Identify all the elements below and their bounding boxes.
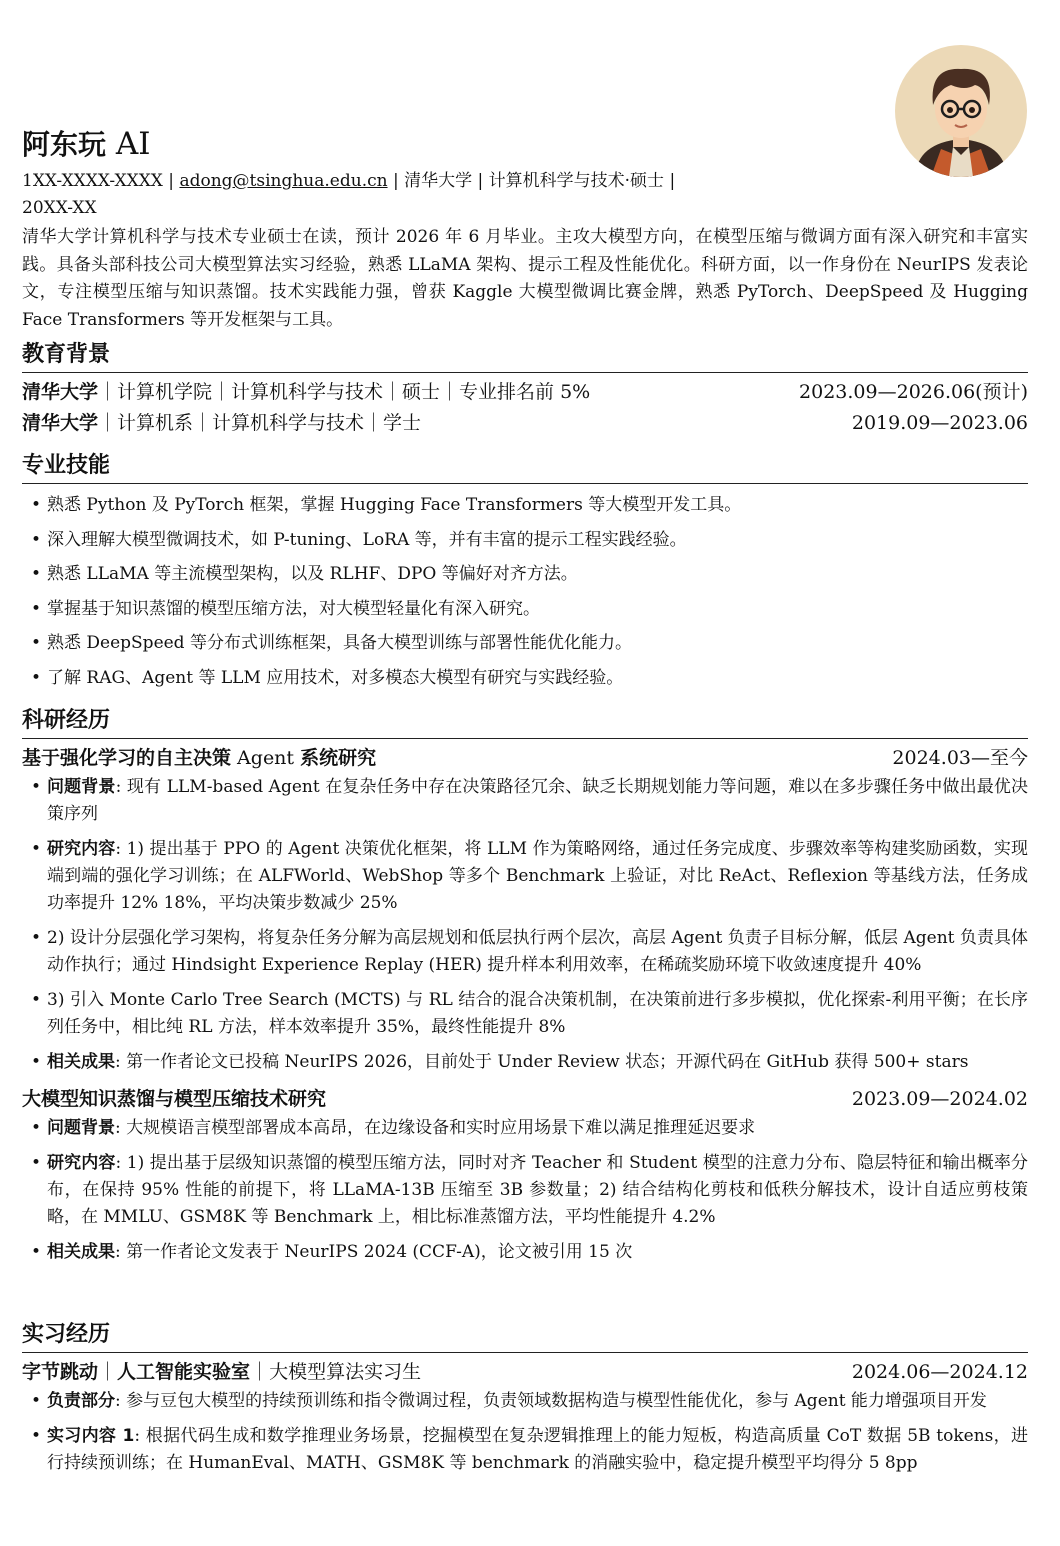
summary: 清华大学计算机科学与技术专业硕士在读，预计 2026 年 6 月毕业。主攻大模型方向，在模型压缩与微调方面有深入研究和丰富实践。具备头部科技公司大模型算法实习经验，熟悉 LLaMA 架构、提示工程及性能优化。科研方面，以一作身份在 NeurIPS 发表论文，专注模型压缩与知识蒸馏。技术实践能力强，曾获 Kaggle 大模型微调比赛金牌，熟悉 PyTorch、DeepSpeed 及 Hugging Face Transformers 等开发框架与工具。 [22,227,1028,330]
name-english: AI [115,126,151,162]
internship-date: 2024.06—2024.12 [851,1361,1028,1383]
education-entry: 清华大学｜计算机系｜计算机科学与技术｜学士 2019.09—2023.06 [22,408,1028,439]
project-title: 大模型知识蒸馏与模型压缩技术研究 [22,1088,327,1110]
project-date: 2023.09—2024.02 [851,1088,1028,1110]
role: 大模型算法实习生 [269,1361,422,1383]
education-section [22,340,1028,439]
education-entry: 清华大学｜计算机学院｜计算机科学与技术｜硕士｜专业排名前 5% 2023.09—2026.06(预计) [22,377,1028,408]
list-item: • 3) 引入 Monte Carlo Tree Search (MCTS) 与 RL 结合的混合决策机制，在决策前进行多步模拟，优化探索-利用平衡；在长序列任务中，相比纯 RL 方法，样本效率提升 35%，最终性能提升 8% [22,987,1028,1041]
list-item: • 研究内容: 1) 提出基于 PPO 的 Agent 决策优化框架，将 LLM 作为策略网络，通过任务完成度、步骤效率等构建奖励函数，实现端到端的强化学习训练；在 ALFWorld、WebShop 等多个 Benchmark 上验证，对比 ReAct、Reflexion 等基线方法，任务成功率提升 12% 18%，平均决策步数减少 25% [22,836,1028,917]
internship-details [22,1388,1028,1477]
project-header [22,1084,1028,1115]
list-item: • 相关成果: 第一作者论文发表于 NeurIPS 2024 (CCF-A)，论文被引用 15 次 [22,1239,1028,1266]
degree: 计算机科学与技术·硕士 [488,171,665,191]
list-item: • 问题背景: 大规模语言模型部署成本高昂，在边缘设备和实时应用场景下难以满足推理延迟要求 [22,1115,1028,1142]
avatar-illustration [895,45,1027,177]
section-title: 科研经历 [22,706,1028,739]
edu-school: 清华大学 [22,412,99,434]
project-date: 2024.03—至今 [892,747,1028,769]
email-link[interactable]: adong@tsinghua.edu.cn [179,171,388,191]
lab: 人工智能实验室 [117,1361,251,1383]
avatar [895,45,1027,177]
school: 清华大学 [404,171,473,191]
internship-header: 字节跳动｜人工智能实验室｜大模型算法实习生 2024.06—2024.12 [22,1357,1028,1388]
project-header: 基于强化学习的自主决策 Agent 系统研究 2024.03—至今 [22,743,1028,774]
skill-item: • 熟悉 DeepSpeed 等分布式训练框架，具备大模型训练与部署性能优化能力。 [22,626,1028,661]
edu-school: 清华大学 [22,381,99,403]
company: 字节跳动 [22,1361,99,1383]
section-title: 专业技能 [22,451,1028,484]
edu-detail: 计算机学院｜计算机科学与技术｜硕士｜专业排名前 5% [117,381,591,403]
section-title: 教育背景 [22,340,1028,373]
contact-info: 1XX-XXXX-XXXX | adong@tsinghua.edu.cn | 清华大学 | 计算机科学与技术·硕士 | 20XX-XX [22,171,676,218]
date: 20XX-XX [22,198,97,218]
section-title: 实习经历 [22,1320,1028,1353]
list-item: • 研究内容: 1) 提出基于层级知识蒸馏的模型压缩方法，同时对齐 Teacher 和 Student 模型的注意力分布、隐层特征和输出概率分布，在保持 95% 性能的前提下，将 LLaMA-13B 压缩至 3B 参数量；2) 结合结构化剪枝和低秩分解技术，设计自适应剪枝策略，在 MMLU、GSM8K 等 Benchmark 上，相比标准蒸馏方法，平均性能提升 4.2% [22,1150,1028,1231]
skills-section [22,451,1028,695]
skill-item: • 深入理解大模型微调技术，如 P-tuning、LoRA 等，并有丰富的提示工程实践经验。 [22,523,1028,558]
edu-date: 2023.09—2026.06(预计) [799,381,1028,403]
list-item: • 问题背景: 现有 LLM-based Agent 在复杂任务中存在决策路径冗余、缺乏长期规划能力等问题，难以在多步骤任务中做出最优决策序列 [22,774,1028,828]
internship-section [22,1320,1028,1485]
skills-list [22,488,1028,695]
list-item: • 相关成果: 第一作者论文已投稿 NeurIPS 2026，目前处于 Under Review 状态；开源代码在 GitHub 获得 500+ stars [22,1049,1028,1076]
skill-item: • 熟悉 Python 及 PyTorch 框架，掌握 Hugging Face Transformers 等大模型开发工具。 [22,488,1028,523]
project-title: 基于强化学习的自主决策 [22,747,232,769]
project-details [22,1115,1028,1266]
list-item: • 负责部分: 参与豆包大模型的持续预训练和指令微调过程，负责领域数据构造与模型性能优化，参与 Agent 能力增强项目开发 [22,1388,1028,1415]
project-details [22,774,1028,1076]
skill-item: • 熟悉 LLaMA 等主流模型架构，以及 RLHF、DPO 等偏好对齐方法。 [22,557,1028,592]
research-section [22,706,1028,1274]
candidate-name [22,124,151,165]
phone: 1XX-XXXX-XXXX [22,171,163,191]
skill-item: • 掌握基于知识蒸馏的模型压缩方法，对大模型轻量化有深入研究。 [22,592,1028,627]
edu-detail: 计算机系｜计算机科学与技术｜学士 [117,412,422,434]
skill-item: • 了解 RAG、Agent 等 LLM 应用技术，对多模态大模型有研究与实践经验。 [22,661,1028,696]
edu-date: 2019.09—2023.06 [851,412,1028,434]
name-chinese: 阿东玩 [22,128,107,161]
list-item: • 2) 设计分层强化学习架构，将复杂任务分解为高层规划和低层执行两个层次，高层 Agent 负责子目标分解，低层 Agent 负责具体动作执行；通过 Hindsight Experience Replay (HER) 提升样本利用效率，在稀疏奖励环境下收敛速度提升 40% [22,925,1028,979]
list-item: • 实习内容 1: 根据代码生成和数学推理业务场景，挖掘模型在复杂逻辑推理上的能力短板，构造高质量 CoT 数据 5B tokens，进行持续预训练；在 HumanEval、MATH、GSM8K 等 benchmark 的消融实验中，稳定提升模型平均得分 5 8pp [22,1423,1028,1477]
